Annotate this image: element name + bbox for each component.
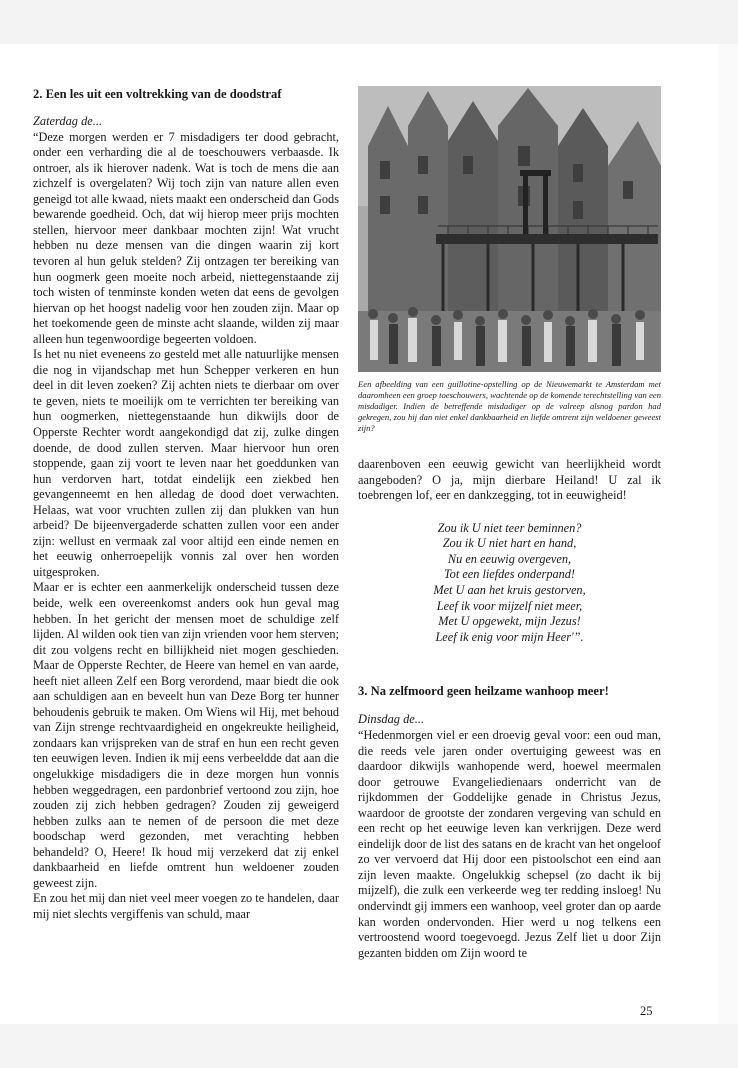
section-2-date: Zaterdag de... <box>33 114 103 128</box>
poem-line: Zou ik U niet hart en hand, <box>442 536 577 551</box>
page-number: 25 <box>640 1004 653 1018</box>
section-2-continuation: daarenboven een eeuwig gewicht van heerlijkheid wordt aangeboden? O ja, mijn dierbare Heiland! U zal ik toebrengen lof, eer en dankzegging, tot in eeuwigheid! <box>358 457 661 503</box>
section-3-paragraph: “Hedenmorgen viel er een droevig geval voor: een oud man, die reeds vele jaren onder overtuiging geweest was en daardoor dikwijls wanhopende werd, hoewel meermalen door getrouwe Evangeliedienaars onderricht van de rijkdommen der Goddelijke genade in Christus Jezus, waardoor de grootste der zondaren vergeving van schuld en een recht op het eeuwige leven kan verkrijgen. Deze werd eindelijk door de list des satans en de kracht van het ongeloof zo ver vervoerd dat Hij door een pistoolschot een eind aan zijn leven maakte. Ongelukkig schepsel (zo dacht ik bij mijzelf), die zulk een verkeerde weg ter redding insloeg! Nu ondervindt gij immers een wanhoop, veel groter dan op aarde kan worden ondervonden. Hier werd u nog telkens een vertroostend woord toegevoegd. Jezus Zelf liet u door Zijn gezanten bidden om Zijn woord te <box>358 727 661 960</box>
figure-caption: Een afbeelding van een guillotine-opstelling op de Nieuwemarkt te Amsterdam met daaromheen een groep toeschouwers, wachtende op de komende terechtstelling van een misdadiger. Indien de betreffende misdadiger op de valreep alsnog pardon had gekregen, zou hij dan niet enkel dankbaarheid en liefde omtrent zijn weldoener geweest zijn? <box>358 379 661 433</box>
section-2-heading: 2. Een les uit een voltrekking van de doodstraf <box>33 87 282 101</box>
poem <box>358 521 661 646</box>
poem-line: Nu en eeuwig overgeven, <box>447 551 572 566</box>
section-2-paragraph-3: Maar er is echter een aanmerkelijk onderscheid tussen deze beide, welk een overeenkomst anders ook hun geval mag hebben. In het gericht der mensen moet de schuldige zelf lijden. Al wilden ook tien van zijn vrienden voor hem sterven; dit zou volgens recht en billijkheid niet mogen geschieden. Maar de Opperste Rechter, de Heere van hemel en van aarde, heeft niet alleen Zelf een Borg verordend, maar biedt die ook aan schuldigen aan en beveelt hun van Deze Borg ter hunner behoudenis gebruik te maken. Om Wiens wil Hij, met behoud van Zijn strenge rechtvaardigheid en ongekreukte heiligheid, zondaars kan vrijspreken van de straf en hun een recht geven ten eeuwigen leven. Indien ik mij eens verbeeldde dat aan die ongelukkige misdadigers die in deze morgen hun vonnis hebben weggedragen, een pardonbrief vertoond zou zijn, hoe zouden zij zich hebben gedragen? Zouden zij geweigerd hebben zulks aan te nemen of de persoon die met deze boodschap werd gezonden, met verachting hebben behandeld? O, Heere! Ik houd mij verzekerd dat zij enkel dankbaarheid en liefde omtrent hun weldoener zouden geweest zijn. <box>33 580 339 890</box>
engraving-illustration <box>358 86 661 372</box>
right-margin-strip <box>718 44 738 1024</box>
section-3-heading: 3. Na zelfmoord geen heilzame wanhoop meer! <box>358 684 609 699</box>
left-column <box>33 86 339 922</box>
bottom-margin-band <box>0 1024 738 1068</box>
poem-line: Leef ik voor mijzelf niet meer, <box>436 598 583 613</box>
poem-line: Leef ik enig voor mijn Heer'”. <box>435 629 584 644</box>
top-margin-band <box>0 0 738 44</box>
poem-line: Met U opgewekt, mijn Jezus! <box>438 614 581 629</box>
poem-line: Tot een liefdes onderpand! <box>443 567 576 582</box>
right-column <box>358 86 661 961</box>
guillotine-engraving <box>358 86 661 372</box>
section-2-paragraph-4: En zou het mij dan niet veel meer voegen zo te handelen, daar mij niet slechts vergiffenis van schuld, maar <box>33 891 339 921</box>
poem-line: Met U aan het kruis gestorven, <box>433 583 586 598</box>
section-2-paragraph-1: “Deze morgen werden er 7 misdadigers ter dood gebracht, onder een verharding die al de toeschouwers verbaasde. Ik ontroer, als ik hierover nadenk. Wat is toch de mens die aan zichzelf is overgelaten? Wij toch zijn van nature allen even geneigd tot alle kwaad, niets maakt een onderscheid dan Gods bewarende goedheid. Och, dat wij hierop meer prijs mochten stellen, hiervoor meer dankbaar mochten zijn! Wat vrucht hebben nu deze mensen van die dingen waarin zij kort tevoren al hun geluk stelden? Zij ontzagen ter bereiking van hun oogmerk geen moeite noch arbeid, niettegenstaande zij toch wisten of tenminste konden weten dat eens de gevolgen hiervan op het hoogst nadelig voor hen zouden zijn. Maar op het toekomende geen de minste acht slaande, wilden zij maar alleen hun tegenwoordige begeerten voldoen. <box>33 129 339 346</box>
section-3-date: Dinsdag de... <box>358 712 425 727</box>
section-2-paragraph-2: Is het nu niet eveneens zo gesteld met alle natuurlijke mensen die nog in vijandschap met hun Schepper verkeren en hun deel in dit leven zoeken? Zij achten niets te dierbaar om over te geven, niets te moeilijk om te verrichten ter bereiking van hun oogmerken, niettegenstaande hun dikwijls door de Opperste Rechter wordt aangekondigd dat zij, zulke dingen doende, de dood zullen sterven. Maar hiervoor hun oren stoppende, gaan zij voort te leven naar het goeddunken van hun verdorven hart, totdat eindelijk een ziekbed hen gevangenneemt en hen alledag de dood doet verwachten. Helaas, wat voor vruchten zullen zij dan plukken van hun arbeid? De bijeenvergaderde schatten zullen voor een ander zijn: wellust en vermaak zal voor altijd een einde nemen en het eeuwig onherroepelijk vonnis zal over hen worden uitgesproken. <box>33 347 339 579</box>
poem-line: Zou ik U niet teer beminnen? <box>437 520 582 535</box>
